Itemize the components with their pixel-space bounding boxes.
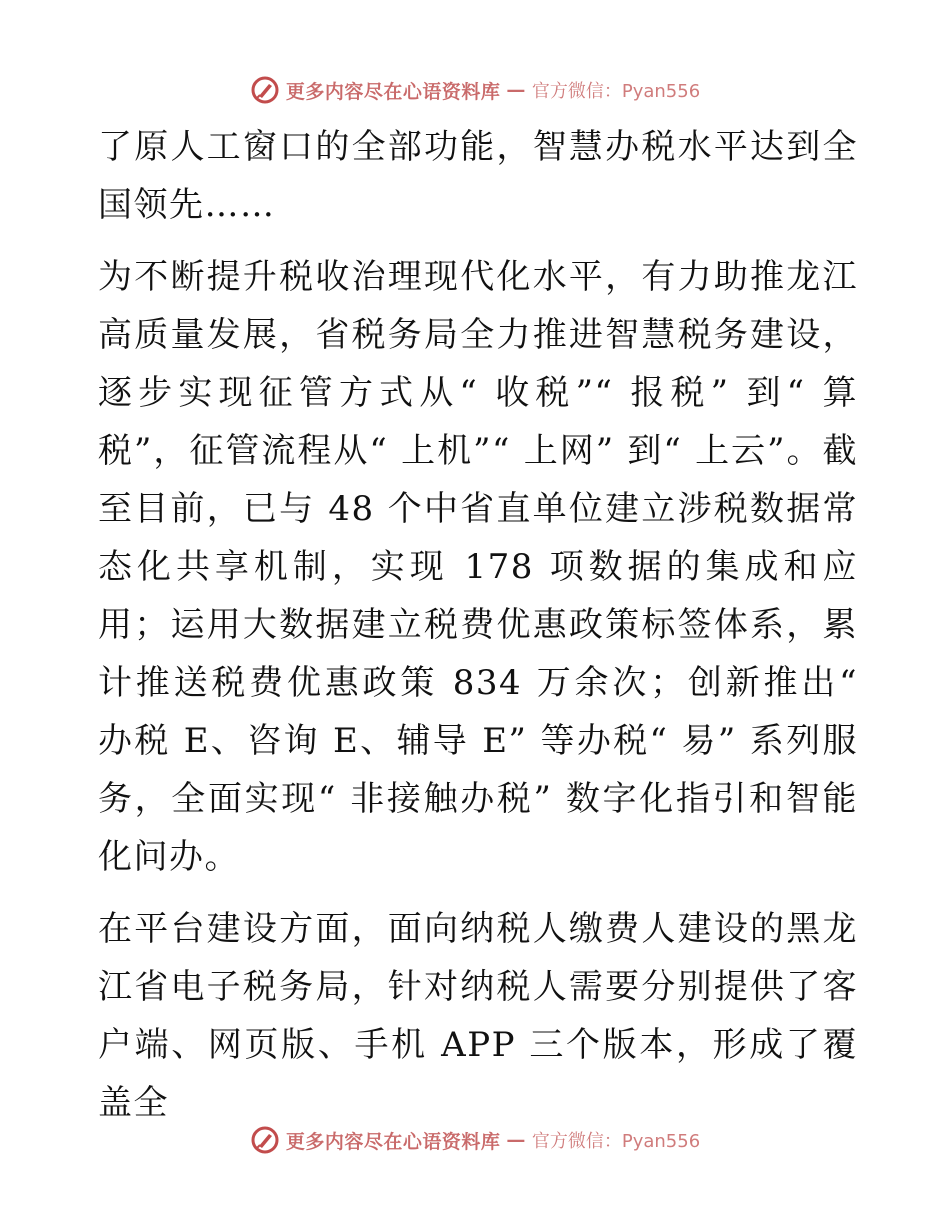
watermark-site-text: 更多内容尽在心语资料库 [285, 1130, 501, 1153]
paragraph-2: 为不断提升税收治理现代化水平，有力助推龙江高质量发展，省税务局全力推进智慧税务建设，逐步实现征管方式从“ 收税”“ 报税” 到“ 算税”，征管流程从“ 上机”“ 上网” 到“ 上云”。截至目前，已与 48 个中省直单位建立涉税数据常态化共享机制，实现 178 项数据的集成和应用；运用大数据建立税费优惠政策标签体系，累计推送税费优惠政策 834 万余次；创新推出“ 办税 E、咨询 E、辅导 E” 等办税“ 易” 系列服务，全面实现“ 非接触办税” 数字化指引和智能化问办。 [98, 257, 858, 877]
quill-pen-circle-icon [250, 75, 280, 105]
footer-watermark [0, 1122, 950, 1158]
paragraph-1: 了原人工窗口的全部功能，智慧办税水平达到全国领先…… [98, 127, 858, 225]
paragraph-3: 在平台建设方面，面向纳税人缴费人建设的黑龙江省电子税务局，针对纳税人需要分别提供了客户端、网页版、手机 APP 三个版本，形成了覆盖全 [98, 909, 858, 1123]
watermark-dash: — [506, 79, 526, 101]
document-body [98, 118, 858, 1146]
watermark-dash: — [506, 1129, 526, 1151]
watermark-wechat-text: 官方微信：Pyan556 [531, 1131, 701, 1152]
quill-pen-circle-icon [250, 1125, 280, 1155]
watermark-wechat-text: 官方微信：Pyan556 [531, 81, 701, 102]
watermark-site-text: 更多内容尽在心语资料库 [285, 80, 501, 103]
header-watermark [0, 72, 950, 108]
